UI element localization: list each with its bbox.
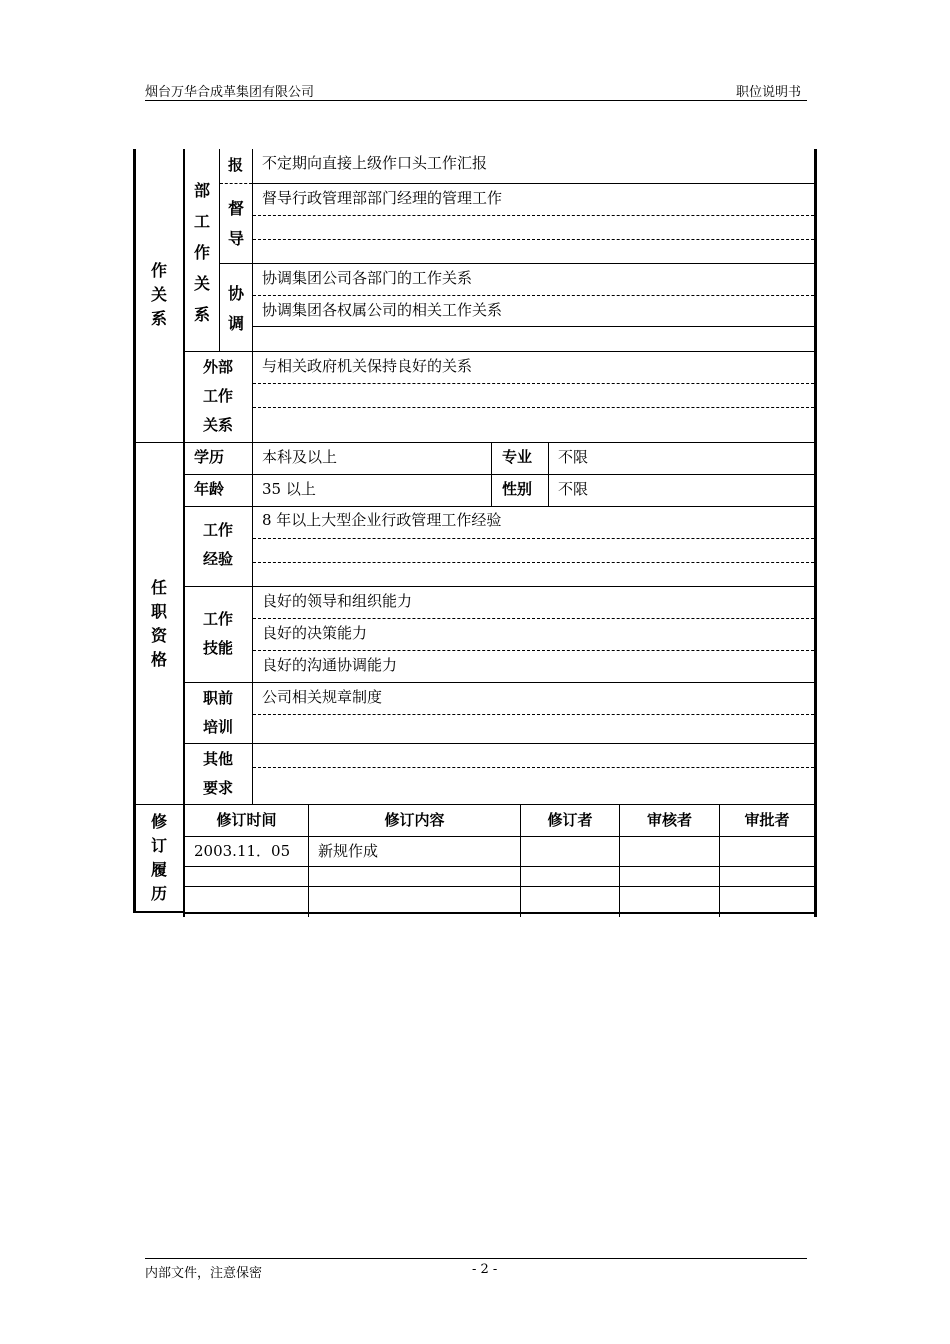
dash-line: [253, 618, 814, 619]
external-label-line3: 关系: [203, 416, 234, 434]
rev-cell-date: 2003.11．05: [194, 842, 291, 860]
external-label-line2: 工作: [203, 387, 234, 405]
experience-label-line1: 工作: [203, 521, 234, 539]
training-label-line2: 培训: [203, 718, 234, 736]
dash-line: [253, 562, 814, 563]
supervise-item: 督导行政管理部部门经理的管理工作: [262, 189, 503, 207]
skill-item: 良好的领导和组织能力: [262, 592, 413, 610]
dash-line: [253, 295, 814, 296]
row-border: [185, 586, 814, 587]
rev-col-header: 修订者: [547, 811, 593, 829]
relations-section-label: 作关系: [150, 261, 167, 328]
page-number: - 2 -: [472, 1262, 498, 1277]
row-border: [185, 836, 814, 837]
footer-note: 内部文件，注意保密: [145, 1266, 263, 1281]
skills-label-line2: 技能: [203, 639, 234, 657]
row-border: [185, 474, 814, 475]
external-label-line1: 外部: [203, 358, 234, 376]
training-item: 公司相关规章制度: [262, 688, 383, 706]
rev-cell-content: 新规作成: [318, 842, 379, 860]
dash-line: [253, 650, 814, 651]
major-value: 不限: [558, 448, 589, 466]
dash-line: [253, 714, 814, 715]
coordinate-label: 协调: [227, 284, 244, 333]
footer-rule: [145, 1258, 807, 1259]
training-label-line1: 职前: [203, 689, 234, 707]
age-value: 35 以上: [262, 480, 316, 498]
table-border-right: [814, 149, 817, 917]
row-border: [185, 886, 814, 887]
other-label-line1: 其他: [203, 750, 234, 768]
skills-label-line1: 工作: [203, 610, 234, 628]
rev-col-header: 审核者: [646, 811, 692, 829]
dash-line: [253, 383, 814, 384]
row-border: [185, 506, 814, 507]
skill-item: 良好的决策能力: [262, 624, 368, 642]
row-border: [253, 183, 814, 184]
coordinate-item: 协调集团各权属公司的相关工作关系: [262, 301, 503, 319]
row-border: [185, 682, 814, 683]
rev-col-header: 修订内容: [384, 811, 445, 829]
row-border: [185, 866, 814, 867]
skill-item: 良好的沟通协调能力: [262, 656, 398, 674]
table-border-bottom: [185, 912, 817, 914]
header-doc-type: 职位说明书: [736, 85, 802, 100]
qualifications-section-label: 任职资格: [150, 578, 167, 669]
section-label-border: [183, 149, 185, 917]
content-border: [252, 149, 253, 804]
education-label: 学历: [194, 448, 225, 466]
section-border: [136, 442, 814, 443]
row-border: [220, 263, 814, 264]
education-value: 本科及以上: [262, 448, 338, 466]
dash-line: [253, 407, 814, 408]
report-item: 不定期向直接上级作口头工作汇报: [262, 154, 488, 172]
external-item: 与相关政府机关保持良好的关系: [262, 357, 473, 375]
dash-line: [253, 767, 814, 768]
table-border-bottom-left: [133, 911, 185, 913]
revision-section-label: 修订履历: [150, 812, 167, 903]
rev-col-header: 修订时间: [216, 811, 277, 829]
row-border: [253, 326, 814, 327]
major-label: 专业: [502, 448, 533, 466]
dash-line: [253, 538, 814, 539]
gender-value: 不限: [558, 480, 589, 498]
dash-line: [253, 215, 814, 216]
table-border-left: [133, 149, 136, 913]
supervise-label: 督导: [227, 199, 244, 248]
age-label: 年龄: [194, 480, 225, 498]
rev-col-header: 审批者: [744, 811, 790, 829]
header-company: 烟台万华合成革集团有限公司: [145, 85, 315, 100]
experience-label-line2: 经验: [203, 550, 234, 568]
section-border: [136, 804, 814, 805]
internal-label-border: [219, 149, 220, 351]
experience-item: 8 年以上大型企业行政管理工作经验: [262, 511, 502, 529]
dash-line: [253, 239, 814, 240]
internal-relations-label: 部工作关系: [193, 181, 210, 324]
coordinate-item: 协调集团公司各部门的工作关系: [262, 269, 473, 287]
row-border: [185, 351, 814, 352]
report-supervise-dash: [220, 183, 252, 184]
other-label-line2: 要求: [203, 779, 234, 797]
report-label: 报: [228, 156, 244, 174]
row-border: [185, 743, 814, 744]
gender-label: 性别: [502, 480, 533, 498]
